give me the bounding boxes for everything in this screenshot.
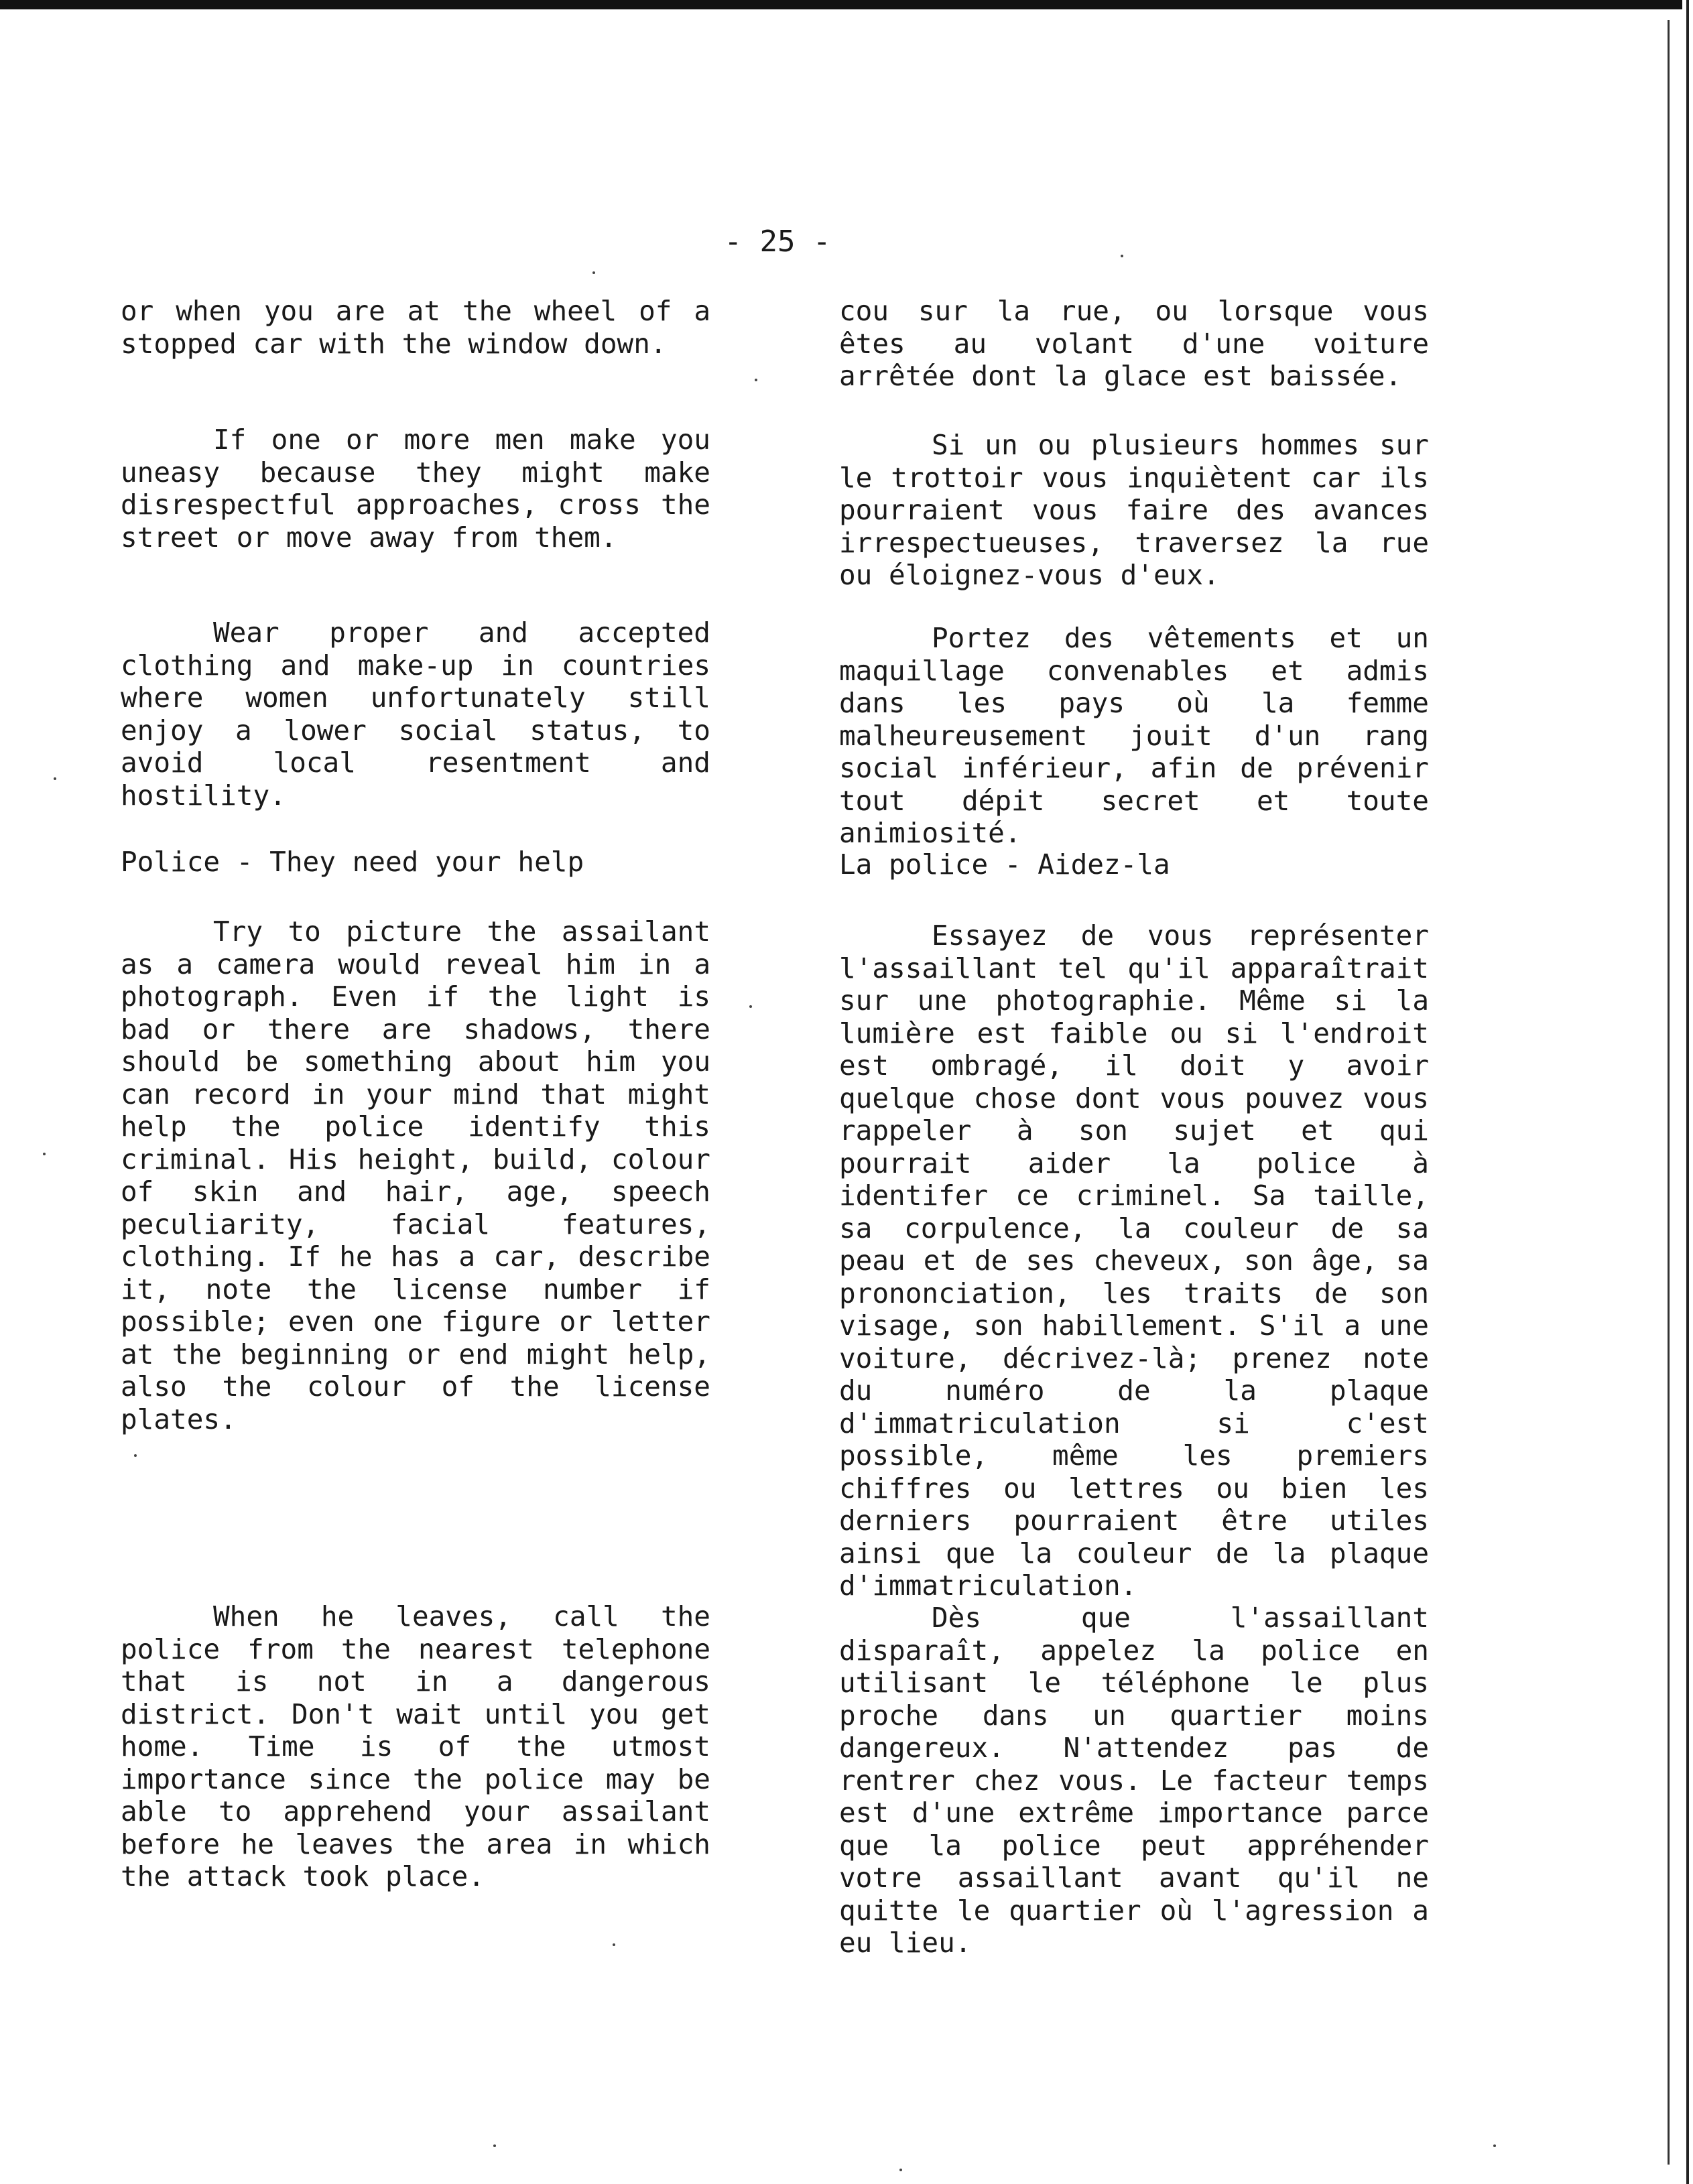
scan-speck: [592, 271, 595, 274]
scan-speck: [43, 1153, 46, 1155]
scan-speck: [613, 1943, 615, 1946]
scan-speck: [755, 379, 757, 381]
french-paragraph-3: Portez des vêtements et un maquillage convenables et admis dans les pays où la femme malheureusement jouit d'un rang social inférieur, afin de prévenir tout dépit secret et toute animiosité.: [839, 622, 1429, 849]
french-section-heading: La police - Aidez-la: [839, 848, 1170, 881]
scan-speck: [1493, 2144, 1496, 2147]
scan-right-border: [1682, 0, 1693, 2184]
scan-speck: [749, 1005, 752, 1008]
english-paragraph-2: If one or more men make you uneasy because they might make disrespectful approaches, cross the street or move away from them.: [121, 424, 710, 554]
french-paragraph-5: Dès que l'assaillant disparaît, appelez la police en utilisant le téléphone le plus proche dans un quartier moins dangereux. N'attendez pas de rentrer chez vous. Le facteur temps est d'une extrême importance parce que la police peut appréhender votre assaillant avant qu'il ne quitte le quartier où l'agression a eu lieu.: [839, 1602, 1429, 1959]
scan-top-border: [0, 0, 1693, 9]
english-paragraph-4: Try to picture the assailant as a camera would reveal him in a photograph. Even if the light is bad or there are shadows, there should be something about him you can record in your mind that might help the police identify this criminal. His height, build, colour of skin and hair, age, speech peculiarity, facial features, clothing. If he has a car, describe it, note the license number if possible; even one figure or letter at the beginning or end might help, also the colour of the license plates.: [121, 915, 710, 1435]
english-section-heading: Police - They need your help: [121, 846, 584, 878]
scan-right-edge-line: [1668, 20, 1670, 2165]
scan-speck: [493, 2144, 496, 2147]
scan-speck: [134, 1454, 137, 1457]
scan-speck: [1121, 255, 1123, 257]
english-paragraph-5: When he leaves, call the police from the nearest telephone that is not in a dangerous district. Don't wait until you get home. Time is of the utmost importance since the police may be able to apprehend your assailant before he leaves the area in which the attack took place.: [121, 1600, 710, 1892]
page-number: - 25 -: [724, 224, 831, 259]
french-paragraph-4: Essayez de vous représenter l'assaillant tel qu'il apparaîtrait sur une photographie. Même si la lumière est faible ou si l'endroit est ombragé, il doit y avoir quelque chose dont vous pouvez vous rappeler à son sujet et qui pourrait aider la police à identifer ce criminel. Sa taille, sa corpulence, la couleur de sa peau et de ses cheveux, son âge, sa prononciation, les traits de son visage, son habillement. S'il a une voiture, décrivez-là; prenez note du numéro de la plaque d'immatriculation si c'est possible, même les premiers chiffres ou lettres ou bien les derniers pourraient être utiles ainsi que la couleur de la plaque d'immatriculation.: [839, 919, 1429, 1602]
scan-speck: [899, 2169, 902, 2171]
french-paragraph-1: cou sur la rue, ou lorsque vous êtes au volant d'une voiture arrêtée dont la glace est baissée.: [839, 295, 1429, 392]
scan-speck: [54, 777, 56, 780]
french-paragraph-2: Si un ou plusieurs hommes sur le trottoir vous inquiètent car ils pourraient vous faire des avances irrespectueuses, traversez la rue ou éloignez-vous d'eux.: [839, 429, 1429, 591]
english-paragraph-1: or when you are at the wheel of a stopped car with the window down.: [121, 295, 710, 360]
english-paragraph-3: Wear proper and accepted clothing and make-up in countries where women unfortunately still enjoy a lower social status, to avoid local resentment and hostility.: [121, 617, 710, 812]
